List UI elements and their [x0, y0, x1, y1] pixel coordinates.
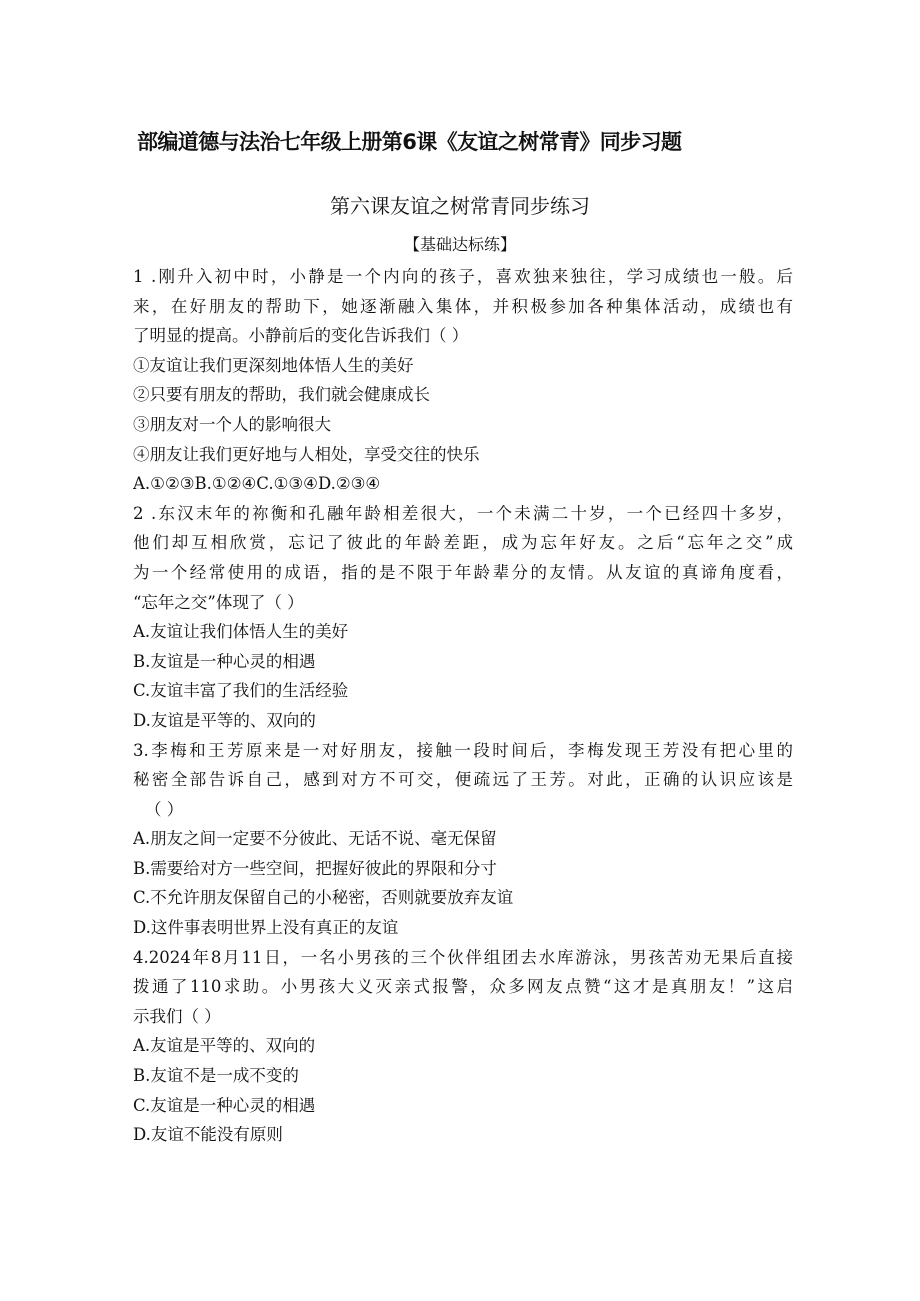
- question-stem-line: 1 .刚升入初中时，小静是一个内向的孩子，喜欢独来独往，学习成绩也一般。后: [133, 267, 793, 286]
- answer-option-d: D.友谊是平等的、双向的: [133, 710, 316, 730]
- answer-option-a: A.朋友之间一定要不分彼此、无话不说、毫无保留: [133, 829, 497, 849]
- statement-item: ③朋友对一个人的影响很大: [133, 414, 331, 434]
- answer-option-b: B.友谊是一种心灵的相遇: [133, 651, 316, 671]
- exercise-subtitle: 第六课友谊之树常青同步练习: [330, 194, 590, 218]
- question-stem-line: 秘密全部告诉自己，感到对方不可交，便疏远了王芳。对此，正确的认识应该是: [133, 770, 793, 790]
- answer-option-a: A.友谊是平等的、双向的: [133, 1036, 316, 1056]
- question-3: [133, 736, 793, 943]
- statement-item: ④朋友让我们更好地与人相处，享受交往的快乐: [133, 444, 480, 464]
- answer-option-c: C.友谊是一种心灵的相遇: [133, 1095, 316, 1115]
- section-heading: 【基础达标练】: [403, 235, 516, 254]
- answer-option-c: C.友谊丰富了我们的生活经验: [133, 681, 349, 701]
- question-stem-line: 了明显的提高。小静前后的变化告诉我们（ ）: [133, 326, 469, 346]
- question-stem-line: 拨通了110求助。小男孩大义灭亲式报警，众多网友点赞“这才是真朋友！”这启: [133, 977, 793, 997]
- question-stem-line: 示我们（ ）: [133, 1006, 221, 1026]
- answer-option-c: C.不允许朋友保留自己的小秘密，否则就要放弃友谊: [133, 888, 514, 908]
- answer-option-a: A.友谊让我们体悟人生的美好: [133, 622, 349, 642]
- answer-option-d: D.友谊不能没有原则: [133, 1125, 283, 1145]
- question-stem-line: “忘年之交”体现了（ ）: [133, 592, 304, 612]
- answer-option-d: D.这件事表明世界上没有真正的友谊: [133, 918, 399, 938]
- question-stem-line: （ ）: [145, 799, 184, 819]
- answer-option-b: B.友谊不是一成不变的: [133, 1066, 299, 1086]
- answer-option-b: B.需要给对方一些空间，把握好彼此的界限和分寸: [133, 858, 497, 878]
- question-2: [133, 499, 793, 736]
- document-title: 部编道德与法治七年级上册第6课《友谊之树常青》同步习题: [137, 130, 682, 154]
- question-list: [133, 262, 793, 1150]
- answer-options: A.①②③B.①②④C.①③④D.②③④: [133, 474, 381, 494]
- statement-item: ②只要有朋友的帮助，我们就会健康成长: [133, 385, 430, 405]
- question-stem-line: 4.2024年8月11日，一名小男孩的三个伙伴组团去水库游泳，男孩苦劝无果后直接: [133, 947, 793, 967]
- question-stem-line: 他们却互相欣赏，忘记了彼此的年龄差距，成为忘年好友。之后“忘年之交”成: [133, 533, 793, 553]
- question-stem-line: 为一个经常使用的成语，指的是不限于年龄辈分的友情。从友谊的真谛角度看，: [133, 562, 793, 582]
- statement-item: ①友谊让我们更深刻地体悟人生的美好: [133, 355, 414, 375]
- question-stem-line: 2 .东汉末年的祢衡和孔融年龄相差很大，一个未满二十岁，一个已经四十多岁，: [133, 503, 793, 523]
- question-1: [133, 262, 793, 499]
- question-4: [133, 943, 793, 1150]
- question-stem-line: 来，在好朋友的帮助下，她逐渐融入集体，并积极参加各种集体活动，成绩也有: [133, 296, 793, 316]
- question-stem-line: 3.李梅和王芳原来是一对好朋友，接触一段时间后，李梅发现王芳没有把心里的: [133, 740, 793, 760]
